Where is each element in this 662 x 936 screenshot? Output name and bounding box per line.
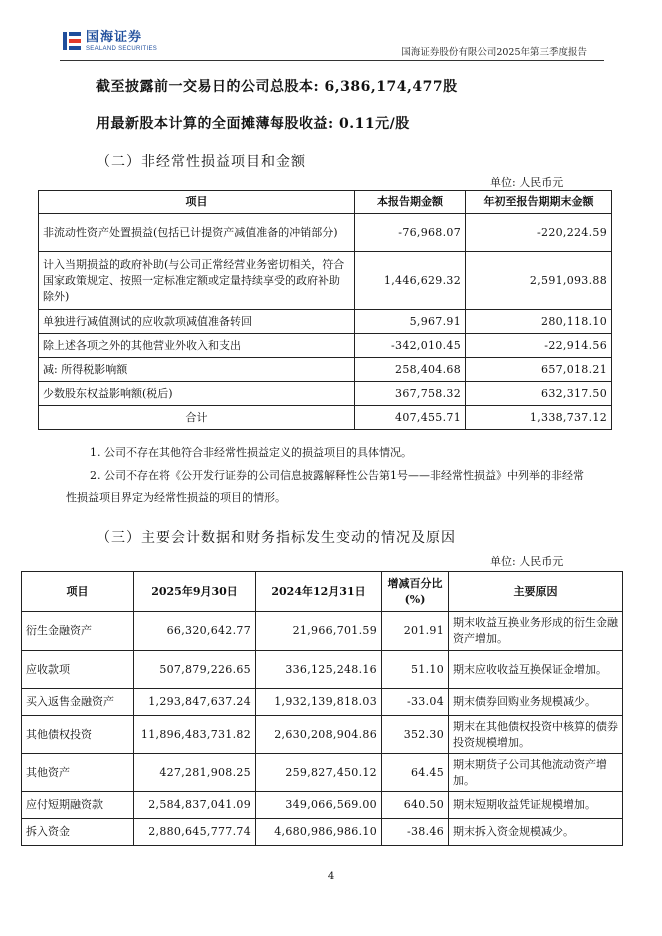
table-row: [39, 358, 612, 382]
document-title: 国海证券股份有限公司2025年第三季度报告: [401, 47, 587, 58]
row-label: 计入当期损益的政府补助(与公司正常经营业务密切相关，符合国家政策规定、按照一定标准定额或定量持续享受的政府补助除外): [39, 252, 355, 310]
total-label: 合计: [39, 406, 355, 430]
logo-cn-text: 国海证券: [86, 29, 143, 45]
value-2025-09-30: 2,584,837,041.09: [134, 792, 256, 819]
item-name: 应付短期融资款: [22, 792, 134, 819]
item-name: 买入返售金融资产: [22, 689, 134, 716]
value-2025-09-30: 2,880,645,777.74: [134, 819, 256, 846]
change-percent: 352.30: [382, 716, 449, 754]
value-2024-12-31: 21,966,701.59: [256, 612, 382, 651]
current-period-value: 258,404.68: [355, 358, 466, 382]
current-period-value: -342,010.45: [355, 334, 466, 358]
ytd-value: -22,914.56: [466, 334, 612, 358]
table-row: [22, 754, 623, 792]
total-shares-line: 截至披露前一交易日的公司总股本: 6,386,174,477股: [96, 79, 458, 95]
change-percent: 201.91: [382, 612, 449, 651]
change-reason: 期末短期收益凭证规模增加。: [449, 792, 623, 819]
section2-title: （二）非经常性损益项目和金额: [96, 154, 306, 170]
table-row: [39, 334, 612, 358]
column-header: 2025年9月30日: [134, 572, 256, 612]
value-2025-09-30: 11,896,483,731.82: [134, 716, 256, 754]
page-number: 4: [327, 871, 335, 882]
table-row: [39, 252, 612, 310]
table-row: [22, 819, 623, 846]
company-logo: [62, 30, 157, 52]
key-changes-table: [21, 571, 623, 846]
value-2024-12-31: 4,680,986,986.10: [256, 819, 382, 846]
row-label: 非流动性资产处置损益(包括已计提资产减值准备的冲销部分): [39, 214, 355, 252]
ytd-value: 2,591,093.88: [466, 252, 612, 310]
change-reason: 期末拆入资金规模减少。: [449, 819, 623, 846]
total-ytd: 1,338,737.12: [466, 406, 612, 430]
change-reason: 期末收益互换业务形成的衍生金融资产增加。: [449, 612, 623, 651]
column-header: 主要原因: [449, 572, 623, 612]
section3-unit: 单位: 人民币元: [490, 555, 564, 568]
row-label: 减: 所得税影响额: [39, 358, 355, 382]
table-row: [39, 310, 612, 334]
current-period-value: 367,758.32: [355, 382, 466, 406]
value-2024-12-31: 349,066,569.00: [256, 792, 382, 819]
note-1: 1. 公司不存在其他符合非经常性损益定义的损益项目的具体情况。: [90, 446, 412, 459]
header-divider: [60, 60, 604, 61]
table-row: [22, 689, 623, 716]
table-row: [22, 792, 623, 819]
column-header: 项目: [22, 572, 134, 612]
change-percent: 51.10: [382, 651, 449, 689]
value-2024-12-31: 1,932,139,818.03: [256, 689, 382, 716]
logo-en-text: SEALAND SECURITIES: [86, 45, 158, 52]
sealand-logo-icon: [62, 30, 82, 52]
change-percent: -38.46: [382, 819, 449, 846]
current-period-value: 5,967.91: [355, 310, 466, 334]
column-header: 项目: [39, 191, 355, 214]
value-2025-09-30: 427,281,908.25: [134, 754, 256, 792]
change-percent: 64.45: [382, 754, 449, 792]
ytd-value: -220,224.59: [466, 214, 612, 252]
column-header: 增减百分比(%): [382, 572, 449, 612]
row-label: 除上述各项之外的其他营业外收入和支出: [39, 334, 355, 358]
value-2024-12-31: 336,125,248.16: [256, 651, 382, 689]
item-name: 其他债权投资: [22, 716, 134, 754]
change-reason: 期末应收收益互换保证金增加。: [449, 651, 623, 689]
change-reason: 期末期货子公司其他流动资产增加。: [449, 754, 623, 792]
table-header-row: [22, 572, 623, 612]
note-2: 2. 公司不存在将《公开发行证券的公司信息披露解释性公告第1号——非经常性损益》中列举的非经常性损益项目界定为经常性损益的项目的情形。: [66, 469, 584, 504]
change-percent: -33.04: [382, 689, 449, 716]
item-name: 其他资产: [22, 754, 134, 792]
total-current-period: 407,455.71: [355, 406, 466, 430]
table-row: [39, 214, 612, 252]
current-period-value: -76,968.07: [355, 214, 466, 252]
ytd-value: 632,317.50: [466, 382, 612, 406]
current-period-value: 1,446,629.32: [355, 252, 466, 310]
item-name: 应收款项: [22, 651, 134, 689]
ytd-value: 280,118.10: [466, 310, 612, 334]
table-header-row: [39, 191, 612, 214]
row-label: 单独进行减值测试的应收款项减值准备转回: [39, 310, 355, 334]
table-row: [22, 612, 623, 651]
value-2025-09-30: 1,293,847,637.24: [134, 689, 256, 716]
value-2024-12-31: 2,630,208,904.86: [256, 716, 382, 754]
value-2025-09-30: 66,320,642.77: [134, 612, 256, 651]
item-name: 拆入资金: [22, 819, 134, 846]
section2-unit: 单位: 人民币元: [490, 176, 564, 189]
table-total-row: [39, 406, 612, 430]
section3-title: （三）主要会计数据和财务指标发生变动的情况及原因: [96, 530, 456, 546]
column-header: 本报告期金额: [355, 191, 466, 214]
change-reason: 期末在其他债权投资中核算的债券投资规模增加。: [449, 716, 623, 754]
diluted-eps-line: 用最新股本计算的全面摊薄每股收益: 0.11元/股: [96, 116, 410, 132]
ytd-value: 657,018.21: [466, 358, 612, 382]
column-header: 2024年12月31日: [256, 572, 382, 612]
table-row: [22, 716, 623, 754]
value-2024-12-31: 259,827,450.12: [256, 754, 382, 792]
change-percent: 640.50: [382, 792, 449, 819]
table-row: [39, 382, 612, 406]
non-recurring-table: [38, 190, 612, 430]
change-reason: 期末债券回购业务规模减少。: [449, 689, 623, 716]
table-row: [22, 651, 623, 689]
row-label: 少数股东权益影响额(税后): [39, 382, 355, 406]
column-header: 年初至报告期期末金额: [466, 191, 612, 214]
item-name: 衍生金融资产: [22, 612, 134, 651]
value-2025-09-30: 507,879,226.65: [134, 651, 256, 689]
